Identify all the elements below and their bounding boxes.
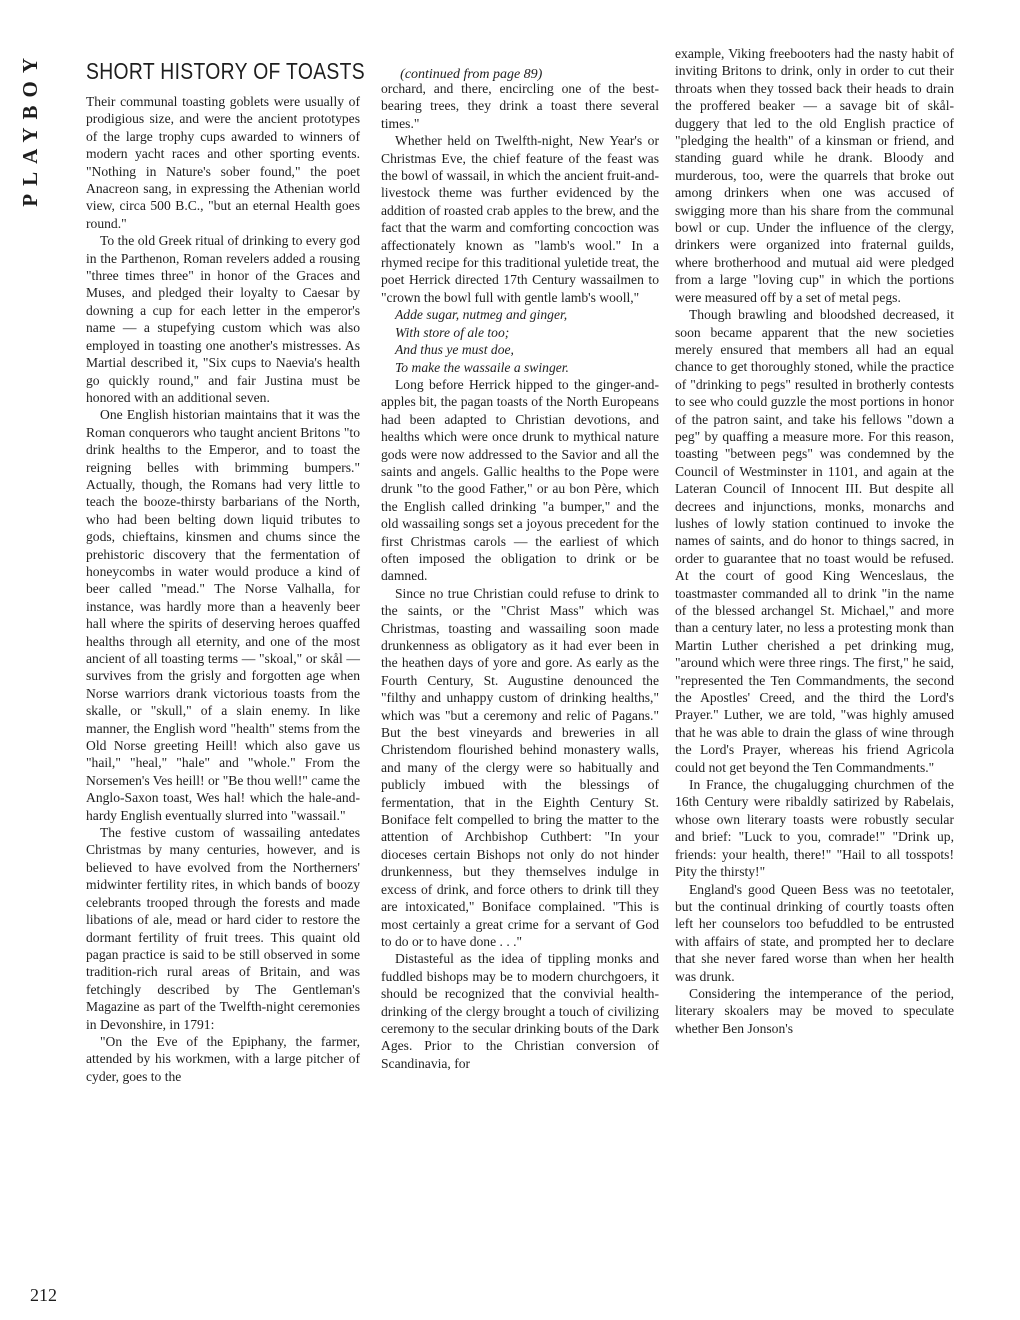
paragraph: Long before Herrick hipped to the ginger-and-apples bit, the pagan toasts of the North Europeans had been adapted to Christian devotions, and healths which were once drunk to mythical nature gods were now addressed to the Savior and all the saints and angels. Gallic healths to the Pope were drunk "to the good Father," or au bon Père, which the English called drinking "a bumper," and the old wassailing songs set a joyous precedent for the first Christmas carols — the earliest of which often imposed the obligation to drink or be damned.: [381, 376, 659, 584]
verse-line: Adde sugar, nutmeg and ginger,: [395, 307, 568, 323]
paragraph: Their communal toasting goblets were usually of prodigious size, and were the ancient prototypes of the large trophy cups awarded to winners of modern yacht races and other sporting events. "Nothing in Nature's sober found," the poet Anacreon sang, in expressing the Athenian world view, circa 500 B.C., "but an eternal Health goes round.": [86, 94, 360, 231]
paragraph: In France, the chugalugging churchmen of the 16th Century were ribaldly satirized by Rabelais, whose own literary toasts were robustly secular and brief: "Luck to you, comrade!" "Drink up, friends: your health, there!" "Hail to all tosspots! Pity the thirsty!": [675, 777, 954, 880]
verse-line: To make the wassaile a swinger.: [395, 359, 569, 375]
paragraph: example, Viking freebooters had the nasty habit of inviting Britons to drink, only in order to cut their throats when they tossed back their heads to drain the proffered beaker — a savage bit of skål-duggery that led to the old English practice of "pledging the health" of a kinsman or friend, and standing guard while he drank. Bloody and murderous, too, were the quarrels that broke out among drinkers when one was accused of swigging more than his share from the communal bowl or cup. Under the influence of the clergy, drinkers were organized into fraternal guilds, where brotherhood and mutual aid were pledged from a large "loving cup" in which the portions were measured off by a set of metal pegs.: [675, 46, 954, 305]
paragraph: England's good Queen Bess was no teetotaler, but the continual drinking of courtly toasts often left her counselors too befuddled to be entrusted with affairs of state, and prompted her to declare that she never fared worse than when her health was drunk.: [675, 881, 954, 984]
paragraph: Though brawling and bloodshed decreased, it soon became apparent that the new societies merely ensured that members all had an equal chance to get thoroughly stoned, while the practice of "drinking to pegs" resulted in brotherly contests to see who could guzzle the most portions in honor of the patron saint, and take his fellows "down a peg" by quaffing a measure more. For this reason, toasting "between pegs" was condemned by the Council of Westminster in 1101, and again at the Lateran Council of Innocent III. But despite all decrees and injunctions, monks, monarchs and lushes of lowly station continued to invoke the names of saints, and do honor to things sacred, in order to guarantee that no toast would be refused. At the court of good King Wenceslaus, the toastmaster commanded all to drink "in the name of the blessed archangel St. Michael," and more than a century later, no less a protesting monk than Martin Luther cherished a pet drinking mug, "around which were three rings. The first," he said, "represented the Ten Commandments, the second the Apostles' Creed, and the third the Lord's Prayer." Luther, we are told, "was highly amused that he was able to drain the glass of wine through the Lord's Prayer, whereas his friend Agricola could not get beyond the Ten Commandments.": [675, 307, 954, 775]
text-column-1: [86, 93, 360, 1315]
paragraph: The festive custom of wassailing antedates Christmas by many centuries, however, and is believed to have evolved from the Northerners' midwinter fertility rites, in which bands of boozy celebrants trooped through the forests and made libations of ale, mead or hard cider to restore the dormant fertility of fruit trees. This quaint old pagan practice is said to be still observed in some tradition-rich rural areas of Britain, and was fetchingly described by The Gentleman's Magazine as part of the Twelfth-night ceremonies in Devonshire, in 1791:: [86, 825, 360, 1032]
paragraph: "On the Eve of the Epiphany, the farmer, attended by his workmen, with a large pitcher of cyder, goes to the: [86, 1033, 360, 1084]
text-column-2: [381, 80, 659, 1315]
text-column-3: [675, 45, 954, 1315]
paragraph: Distasteful as the idea of tippling monks and fuddled bishops may be to modern churchgoers, it should be recognized that the convivial health-drinking of the clergy brought a touch of civilizing ceremony to the secular drinking bouts of the Dark Ages. Prior to the Christian conversion of Scandinavia, for: [381, 951, 659, 1071]
paragraph: Since no true Christian could refuse to drink to the saints, or the "Christ Mass" which was Christmas, toasting and wassailing soon made drunkenness as obligatory as it had ever been in the heathen days of yore and gore. As early as the Fourth Century, St. Augustine denounced the "filthy and unhappy custom of drinking healths," which was "but a ceremony and relic of Pagans." But the best vineyards and breweries in all Christendom flourished behind monastery walls, and many of the clergy were so habitually and publicly imbued with the blessings of fermentation, that in the Eighth Century St. Boniface felt compelled to bring the matter to the attention of Archbishop Cuthbert: "In your dioceses certain Bishops not only do not hinder drunkenness, but they themselves indulge in excess of drink, and force others to drink till they are intoxicated," Boniface complained. "This is most certainly a great crime for a servant of God to do or to have done . . .": [381, 585, 659, 949]
paragraph: orchard, and there, encircling one of the best-bearing trees, they drink a toast there several times.": [381, 81, 659, 131]
verse-line: And thus ye must doe,: [395, 342, 514, 358]
verse-line: With store of ale too;: [395, 324, 510, 340]
page-number: 212: [30, 1285, 57, 1305]
magazine-running-head: PLAYBOY: [18, 50, 42, 207]
paragraph: To the old Greek ritual of drinking to every god in the Parthenon, Roman revelers added a rousing "three times three" in honor of the Graces and Muses, and pledged their loyalty to Caesar by downing a cup for each letter in the emperor's name — a stupefying custom which was also employed in toasting one another's mistresses. As Martial described it, "Six cups to Naevia's health go quickly round," and fair Justina must be honored with an additional seven.: [86, 233, 360, 405]
paragraph: Whether held on Twelfth-night, New Year's or Christmas Eve, the chief feature of the feast was the bowl of wassail, in which the ancient fruit-and-livestock theme was further evidenced by the addition of roasted crab apples to the brew, and the fact that the warm and comforting concoction was affectionately known as "lamb's wool." In a rhymed recipe for this traditional yuletide treat, the poet Herrick directed 17th Century wassailmen to "crown the bowl full with gentle lamb's wooll,": [381, 133, 659, 305]
paragraph: Considering the intemperance of the period, literary skoalers may be moved to speculate whether Ben Jonson's: [675, 985, 954, 1036]
paragraph: One English historian maintains that it was the Roman conquerors who taught ancient Britons "to drink healths to the Emperor, and to toast the reigning belles with brimming bumpers." Actually, though, the Romans had very little to teach the booze-thirsty barbarians of the North, who had been belting down liquid tributes to gods, chieftains, kinsmen and chums since the prehistoric discovery that the fermentation of honeycombs in water would produce a kind of beer called "mead." The Norse Valhalla, for instance, was hardly more than a heavenly beer hall where the spirits of deserving heroes quaffed healths through all eternity, and one of the most ancient of all toasting terms — "skoal," or skål — survives from the grisly and forgotten age when Norse warriors drank victorious toasts from the skalle, or "skull," of a slain enemy. In like manner, the English word "health" stems from the Old Norse greeting Heill! which also gave us "hail," "heal," "hale" and "whole." From the Norsemen's Ves heill! or "Be thou well!" came the Anglo-Saxon toast, Wes hal! which the hale-and-hardy English eventually slurred into "wassail.": [86, 407, 360, 823]
continued-note: (continued from page 89): [400, 67, 543, 82]
article-title: SHORT HISTORY OF TOASTS: [86, 58, 366, 84]
